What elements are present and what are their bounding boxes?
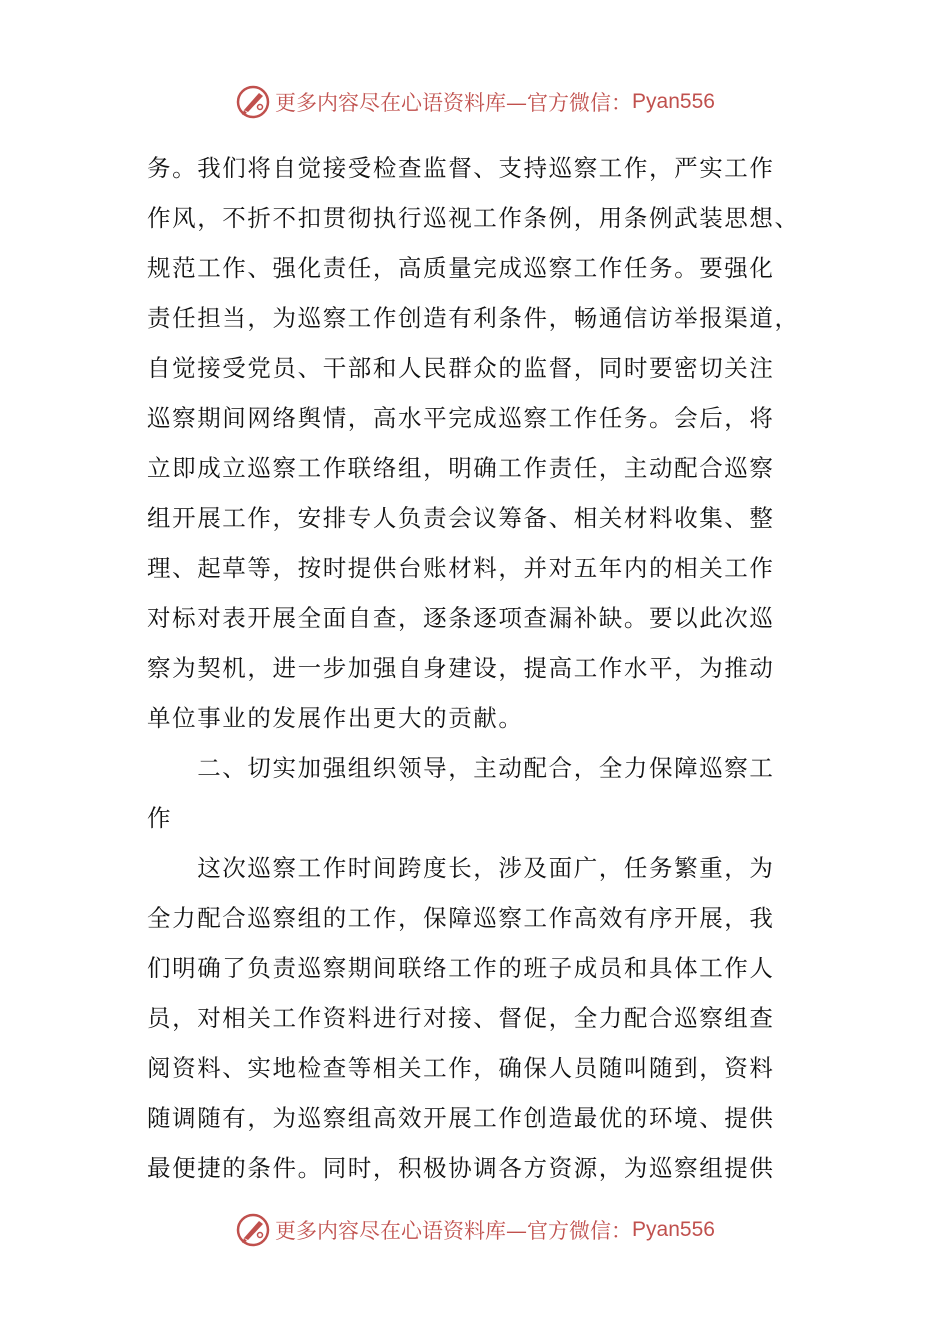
- pen-logo-icon: [235, 1212, 271, 1248]
- body-line: 理、起草等，按时提供台账材料，并对五年内的相关工作: [147, 554, 775, 582]
- pen-logo-icon: [235, 84, 271, 120]
- section-heading-line: 作: [147, 804, 173, 832]
- body-line: 对标对表开展全面自查，逐条逐项查漏补缺。要以此次巡: [147, 604, 775, 632]
- body-line: 作风，不折不扣贯彻执行巡视工作条例，用条例武装思想、: [147, 204, 800, 232]
- body-line: 全力配合巡察组的工作，保障巡察工作高效有序开展，我: [147, 904, 775, 932]
- body-line: 这次巡察工作时间跨度长，涉及面广，任务繁重，为: [147, 854, 775, 882]
- body-line: 责任担当，为巡察工作创造有利条件，畅通信访举报渠道，: [147, 304, 800, 332]
- body-line: 单位事业的发展作出更大的贡献。: [147, 704, 524, 732]
- watermark-id: Pyan556: [632, 1218, 715, 1241]
- body-line: 最便捷的条件。同时，积极协调各方资源，为巡察组提供: [147, 1154, 775, 1182]
- body-line: 务。我们将自觉接受检查监督、支持巡察工作，严实工作: [147, 154, 775, 182]
- body-line: 自觉接受党员、干部和人民群众的监督，同时要密切关注: [147, 354, 775, 382]
- body-line: 组开展工作，安排专人负责会议筹备、相关材料收集、整: [147, 504, 775, 532]
- body-line: 立即成立巡察工作联络组，明确工作责任，主动配合巡察: [147, 454, 775, 482]
- watermark-id: Pyan556: [632, 90, 715, 113]
- body-line: 规范工作、强化责任，高质量完成巡察工作任务。要强化: [147, 254, 775, 282]
- body-line: 员，对相关工作资料进行对接、督促，全力配合巡察组查: [147, 1004, 775, 1032]
- body-line: 阅资料、实地检查等相关工作，确保人员随叫随到，资料: [147, 1054, 775, 1082]
- watermark-prefix: 更多内容尽在心语资料库—官方微信：: [275, 1219, 633, 1243]
- body-line: 随调随有，为巡察组高效开展工作创造最优的环境、提供: [147, 1104, 775, 1132]
- document-body: [147, 143, 807, 1193]
- footer-watermark: [0, 1210, 950, 1250]
- watermark-prefix: 更多内容尽在心语资料库—官方微信：: [275, 91, 633, 115]
- body-line: 们明确了负责巡察期间联络工作的班子成员和具体工作人: [147, 954, 775, 982]
- body-line: 巡察期间网络舆情，高水平完成巡察工作任务。会后，将: [147, 404, 775, 432]
- header-watermark: [0, 82, 950, 122]
- body-line: 察为契机，进一步加强自身建设，提高工作水平，为推动: [147, 654, 775, 682]
- section-heading-line: 二、切实加强组织领导，主动配合，全力保障巡察工: [147, 754, 775, 782]
